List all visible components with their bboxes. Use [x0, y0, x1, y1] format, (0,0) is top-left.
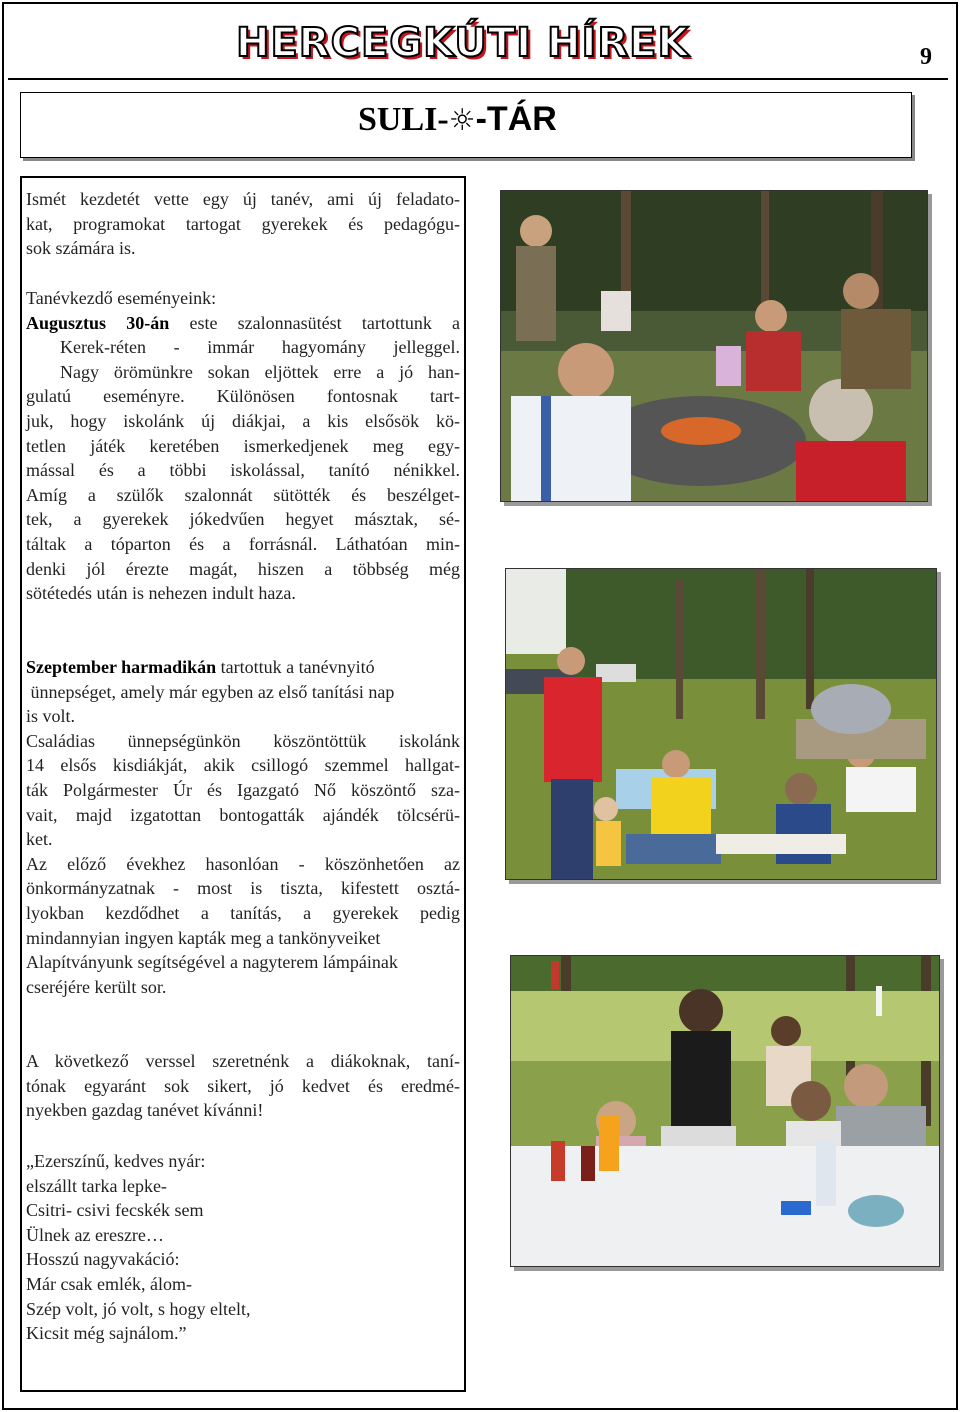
text-line: tónak egyaránt sok sikert, jó kedvet és eredmé-: [26, 1075, 460, 1096]
text-line: is volt.: [26, 706, 76, 727]
section-title-right: -TÁR: [475, 100, 557, 138]
photo-table: [510, 955, 940, 1267]
poem: [26, 1149, 460, 1346]
text-line: önkormányzatnak - most is tiszta, kifestett osztá-: [26, 878, 460, 899]
photo-campfire-image: [501, 191, 927, 501]
text-line: Családias ünnepségünkön köszöntöttük iskolánk: [26, 730, 460, 751]
wish-paragraph: [26, 1049, 460, 1123]
text-line: ket.: [26, 829, 53, 850]
section-title-left: SULI-: [358, 101, 449, 138]
september-paragraph: [26, 655, 460, 999]
poem-line: Szép volt, jó volt, s hogy eltelt,: [26, 1298, 251, 1319]
text-line: ták Polgármester Úr és Igazgató Nő köszöntő sza-: [26, 779, 460, 800]
august-paragraph: [26, 286, 460, 606]
section-title: [358, 100, 557, 139]
poem-line: Ülnek az ereszre…: [26, 1224, 164, 1245]
text-line: tek, a gyerekek jókedvűen hegyet másztak, sé-: [26, 509, 460, 530]
photo-campfire: [500, 190, 928, 502]
text-line: táltak a tóparton és a forrásnál. Láthatóan min-: [26, 533, 460, 554]
intro-paragraph: [26, 187, 460, 261]
events-heading: Tanévkezdő eseményeink:: [26, 288, 217, 308]
poem-line: Hosszú nagyvakáció:: [26, 1249, 180, 1270]
text-line: tetlen játék keretében ismerkedjenek meg egy-: [26, 435, 460, 456]
text-line: vait, majd izgatottan bontogatták ajándék tölcsérü-: [26, 804, 460, 825]
photo-picnic: [505, 568, 937, 880]
text-line: denki jól érezte magát, hiszen a többség még: [26, 558, 460, 579]
masthead-logo: HERCEGKÚTI HÍREK: [236, 20, 690, 66]
poem-line: Kicsit még sajnálom.”: [26, 1323, 187, 1344]
text-line: Ismét kezdetét vette egy új tanév, ami új feladato-: [26, 189, 460, 209]
text-line: Augusztus 30-án este szalonnasütést tartottunk a: [26, 312, 461, 333]
text-line: A következő verssel szeretnénk a diákoknak, taní-: [26, 1051, 460, 1071]
text-line: Kerek-réten - immár hagyomány jelleggel.: [60, 337, 460, 358]
text-line: Szeptember harmadikán tartottuk a tanévnyitó: [26, 657, 375, 677]
text-line: kat, programokat tartogat gyerekek és pedagógu-: [26, 213, 460, 234]
text-line: juk, hogy iskolánk új diákjai, a kis elsősök kö-: [26, 410, 460, 431]
text-line: Az előző évekhez hasonlóan - köszönhetően az: [26, 853, 460, 874]
text-line: gulatú eseményre. Különösen fontosnak tart-: [26, 386, 460, 407]
text-line: Alapítványunk segítségével a nagyterem lámpáinak: [26, 952, 398, 973]
poem-line: „Ezerszínű, kedves nyár:: [26, 1151, 206, 1171]
text-line: sötétedés után is nehezen indult haza.: [26, 583, 296, 604]
text-line: sok számára is.: [26, 238, 136, 259]
august-date: Augusztus 30-án: [26, 312, 170, 333]
text-line: 14 elsős kisdiákját, akik csillogó szemmel hallgat-: [26, 755, 460, 776]
september-date: Szeptember harmadikán: [26, 657, 217, 677]
sun-icon: ☼: [448, 103, 476, 138]
text-line: nyekben gazdag tanévet kívánni!: [26, 1100, 264, 1121]
text-line: Amíg a szülők szalonnát sütötték és beszélget-: [26, 484, 460, 505]
header-rule: [8, 78, 948, 80]
text-line: lyokban kezdődhet a tanítás, a gyerekek pedig: [26, 902, 460, 923]
text-line: mindannyian ingyen kapták meg a tankönyveiket: [26, 927, 381, 948]
text-line: cseréjére került sor.: [26, 976, 167, 997]
poem-line: Már csak emlék, álom-: [26, 1273, 192, 1294]
poem-line: elszállt tarka lepke-: [26, 1175, 167, 1196]
text-line: ünnepséget, amely már egyben az első tanítási nap: [26, 681, 395, 702]
text-line: Nagy örömünkre sokan eljöttek erre a jó han-: [60, 361, 460, 382]
poem-line: Csitri- csivi fecskék sem: [26, 1200, 204, 1221]
photo-table-image: [511, 956, 939, 1266]
photo-picnic-image: [506, 569, 936, 879]
page-number: 9: [920, 44, 932, 70]
text-line: mással és a többi iskolással, tanító nénikkel.: [26, 460, 460, 481]
